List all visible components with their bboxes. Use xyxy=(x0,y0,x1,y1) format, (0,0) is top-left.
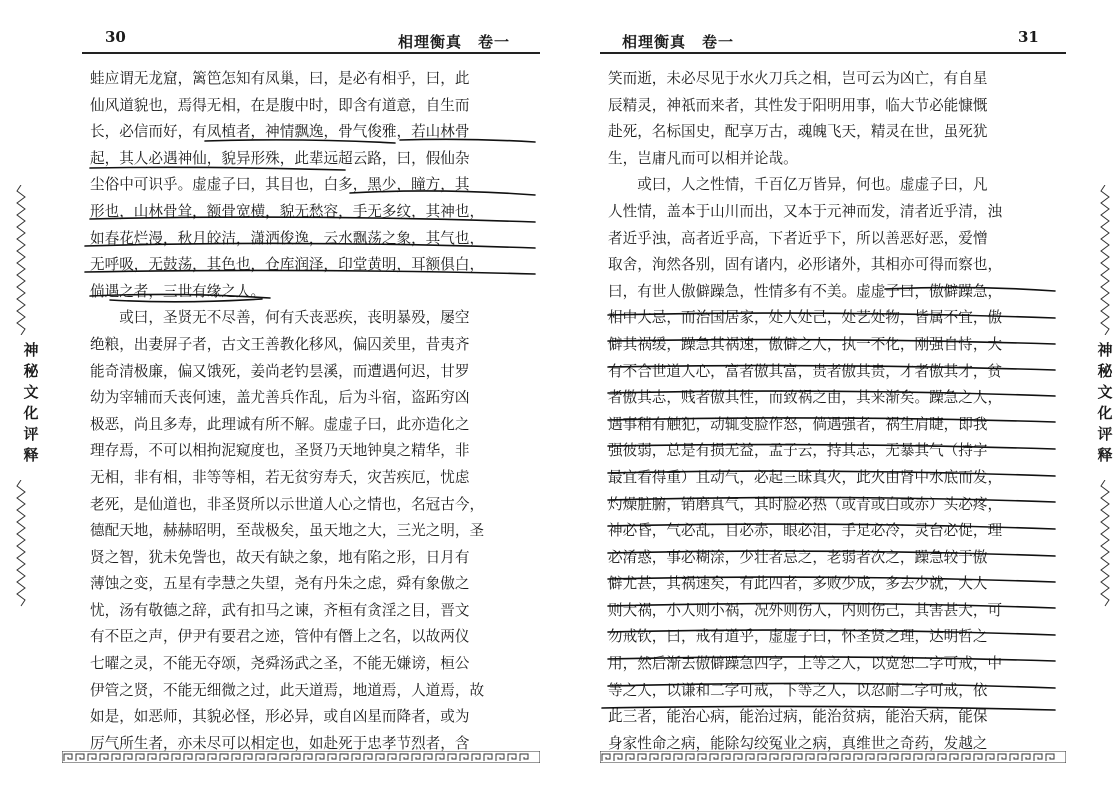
text-line: 或曰，圣贤无不尽善，何有夭丧恶疾，丧明暴殁，屡空 xyxy=(90,309,470,327)
page-body-text xyxy=(608,66,1058,757)
text-line: 僻其祸缓，躁急其祸速，傲僻之人，执一不化，刚强自恃，大 xyxy=(608,335,1003,353)
text-line: 生，岂庸凡而可以相并论哉。 xyxy=(608,149,798,167)
text-line: 最宜看得重）且动气，必起三昧真火，此火由肾中水底而发， xyxy=(608,468,1003,486)
text-line: 如春花烂漫，秋月皎洁，潇洒俊逸，云水飘荡之象，其气也， xyxy=(90,229,485,247)
series-title-vertical: 神 秘 文 化 评 释 xyxy=(1097,341,1113,464)
text-line: 灼燥脏腑，销磨真气，其时脸必热（或青或白或赤）头必疼， xyxy=(608,495,1003,513)
page-number: 31 xyxy=(1018,28,1039,46)
text-line: 人性情，盖本于山川而出，又本于元神而发，清者近乎清，浊 xyxy=(608,202,1003,220)
text-line: 老死，是仙道也，非圣贤所以示世道人心之情也，名冠古今， xyxy=(90,495,485,513)
text-line: 有不合世道人心，富者傲其富，贵者傲其贵，才者傲其才，贫 xyxy=(608,362,1003,380)
text-line: 用，然后渐去傲僻躁急四字，上等之人，以宽恕二字可戒，中 xyxy=(608,655,1003,673)
running-head: 相理衡真 卷一 xyxy=(398,33,511,51)
text-line: 极恶，尚且多寿，此理诚有所不解。虚虚子曰，此亦造化之 xyxy=(90,415,470,433)
greek-key-border xyxy=(62,748,540,760)
text-line: 蛙应谓无龙窟，篱笆怎知有凤巢，曰，是必有相乎，曰，此 xyxy=(90,70,470,87)
text-line: 相中大忌，而治国居家，处人处己，处艺处物，皆属不宜，傲 xyxy=(608,309,1003,327)
text-line: 身家性命之病，能除勾绞冤业之病，真维世之奇药，发越之 xyxy=(608,734,988,752)
text-line: 者近乎浊，高者近乎高，下者近乎下，所以善恶好恶，爱憎 xyxy=(608,229,988,247)
text-line: 遇事稍有触犯，动辄变脸作怒，倘遇强者，祸生肩睫，即我 xyxy=(608,415,988,433)
text-line: 能奇清极廉，偏又饿死，姜尚老钓昙溪，而遭遇何迟，甘罗 xyxy=(90,362,470,380)
text-line: 者傲其志，贱者傲其性，而致祸之由，其来渐矣。躁急之人， xyxy=(608,389,1003,407)
text-line: 强彼弱，总是有损无益，孟子云，持其志，无暴其气（持字 xyxy=(608,442,988,460)
text-line: 僻尤甚，其祸速矣，有此四者，多败少成，多去少就，大人 xyxy=(608,575,988,593)
text-line: 尘俗中可识乎。虚虚子曰，其目也，白多，黑少，瞳方，其 xyxy=(90,176,470,194)
text-line: 七曜之灵，不能无夺颂，尧舜汤武之圣，不能无嫌谤，桓公 xyxy=(90,655,470,673)
text-line: 长，必信而好，有凤植者，神情飘逸，骨气俊雅，若山林骨 xyxy=(90,123,470,141)
text-line: 贤之智，犹未免訾也，故天有缺之象，地有陷之形，日月有 xyxy=(90,548,470,566)
text-line: 辰精灵，神祇而来者，其性发于阳明用事，临大节必能慷慨 xyxy=(608,96,988,114)
text-line: 等之人，以谦和二字可戒，下等之人，以忍耐二字可戒，依 xyxy=(608,681,988,699)
text-line: 勿戒钦，曰，戒有道乎，虚虚子曰，怀圣贤之理，达明哲之 xyxy=(608,628,988,646)
text-line: 必淆惑，事必糊涂，少壮者忌之，老弱者次之，躁急较于傲 xyxy=(608,548,988,566)
text-line: 则大祸，小人则小祸，况外则伤人，内则伤己，其害甚大，可 xyxy=(608,601,1003,619)
text-line: 薄蚀之变，五星有孛慧之失望，尧有丹朱之虑，舜有象傲之 xyxy=(90,575,470,593)
text-line: 绝粮，出妻屏子者，古文王善教化移风，偏囚羑里，昔夷齐 xyxy=(90,335,470,353)
text-line: 或曰，人之性情，千百亿万皆异，何也。虚虚子曰，凡 xyxy=(608,176,988,194)
text-line: 忧，汤有敬德之辞，武有扣马之谏，齐桓有贪淫之目，晋文 xyxy=(90,601,470,619)
text-line: 笑而逝，未必尽见于水火刀兵之相，岂可云为凶亡，有自星 xyxy=(608,70,988,87)
text-line: 神必昏，气必乱，目必赤，眼必泪，手足必冷，灵台必促，理 xyxy=(608,522,1003,540)
text-line: 曰，有世人傲僻躁急，性情多有不美。虚虚子曰，傲僻躁急， xyxy=(608,282,1003,300)
text-line: 起，其人必遇神仙，貌异形殊，此辈远超云路，曰，假仙杂 xyxy=(90,149,470,167)
greek-key-border xyxy=(600,748,1066,760)
text-line: 有不臣之声，伊尹有要君之迹，管仲有僭上之名，以故两仪 xyxy=(90,628,470,646)
text-line: 仙风道貌也，焉得无相，在是腹中时，即含有道意，自生而 xyxy=(90,96,470,114)
text-line: 如是，如恶师，其貌必怪，形必异，或自凶星而降者，或为 xyxy=(90,708,470,726)
running-head: 相理衡真 卷一 xyxy=(622,33,735,51)
right-page xyxy=(560,0,1119,787)
text-line: 形也，山林骨耸，额骨宽横，貌无愁容，手无多纹，其神也， xyxy=(90,202,485,220)
text-line: 无呼吸，无鼓荡，其色也，仓库润泽，印堂黄明，耳额俱白， xyxy=(90,256,485,274)
header-rule xyxy=(82,52,540,54)
text-line: 幼为宰辅而夭丧何速，盖尤善兵作乱，后为斗宿，盗跖穷凶 xyxy=(90,389,470,407)
left-side-margin xyxy=(12,185,39,605)
text-line: 德配天地，赫赫昭明，至哉极矣，虽天地之大，三光之明，圣 xyxy=(90,522,485,540)
page-number: 30 xyxy=(105,28,126,46)
text-line: 此三者，能治心病，能治过病，能治贫病，能治夭病，能保 xyxy=(608,708,988,726)
text-line: 理存焉，不可以相拘泥窥度也，圣贤乃天地钟臭之精华，非 xyxy=(90,442,470,460)
page-body-text xyxy=(90,66,540,757)
text-line: 赴死，名标国史，配享万古，魂魄飞天，精灵在世，虽死犹 xyxy=(608,123,988,141)
text-line: 厉气所生者，亦未尽可以相定也，如赴死于忠孝节烈者，含 xyxy=(90,734,470,752)
header-rule xyxy=(600,52,1066,54)
series-title-vertical: 神 秘 文 化 评 释 xyxy=(23,341,39,464)
text-line: 倘遇之者，三世有缘之人。 xyxy=(90,282,266,300)
text-line: 伊管之贤，不能无细微之过，此天道焉，地道焉，人道焉，故 xyxy=(90,681,485,699)
text-line: 取舍，洵然各别，固有诸内，必形诸外，其相亦可得而察也， xyxy=(608,256,1003,274)
right-side-margin xyxy=(1096,185,1114,605)
text-line: 无相，非有相，非等等相，若无贫穷寿夭，灾苦疾厄，忧虑 xyxy=(90,468,470,486)
